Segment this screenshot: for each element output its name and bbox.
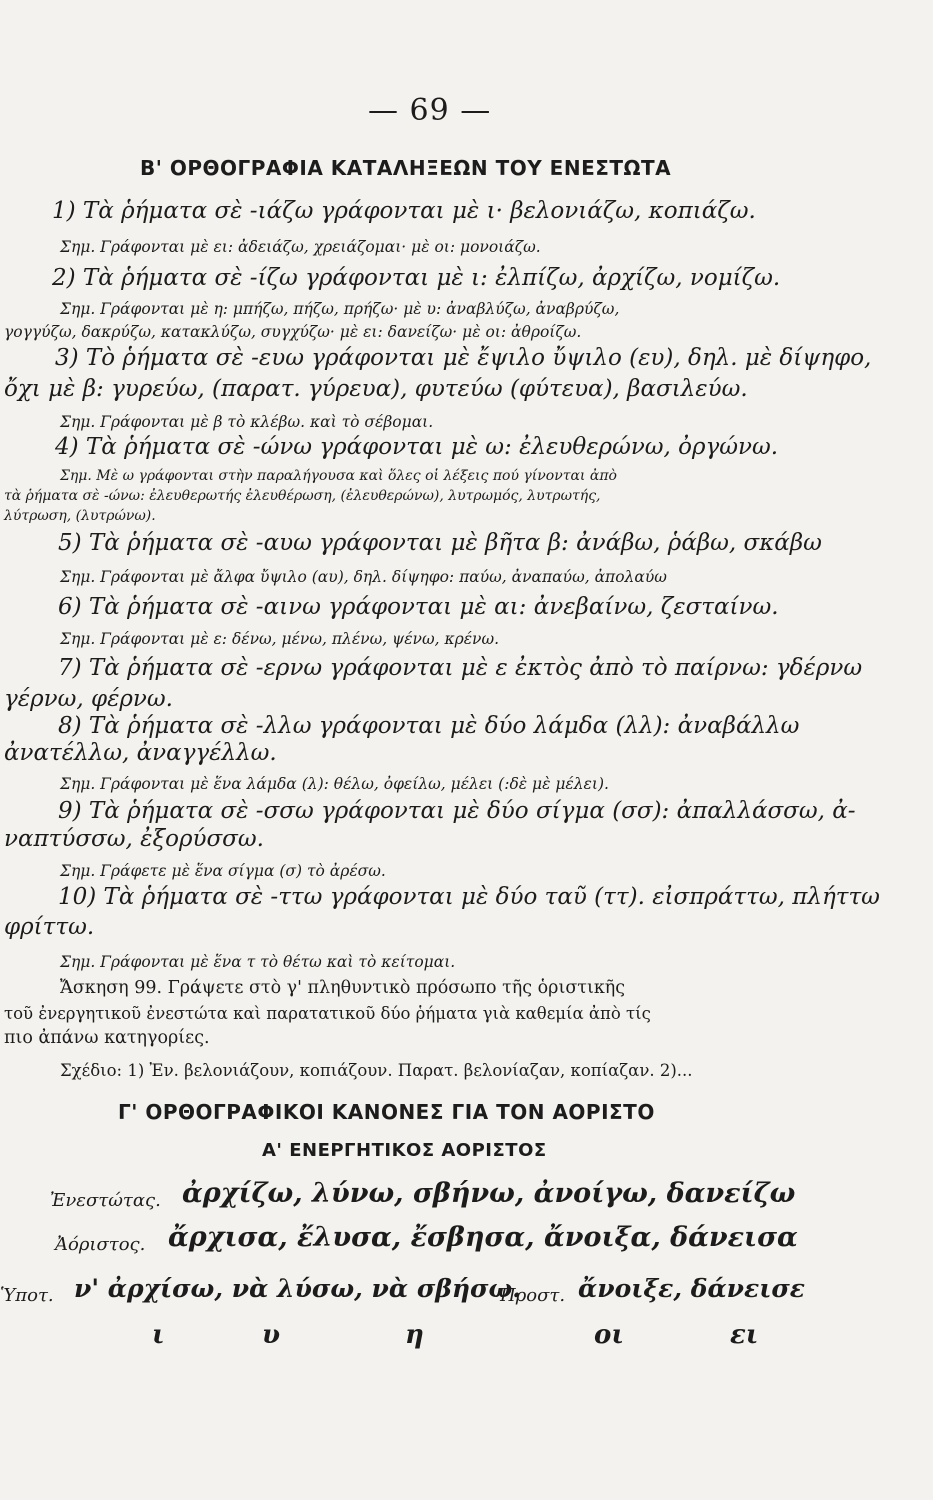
note-9: Σημ. Γράφετε μὲ ἕνα σίγμα (σ) τὸ ἀρέσω. — [60, 862, 386, 880]
rule-1: 1) Τὰ ῥήματα σὲ -ιάζω γράφονται μὲ ι· βελονιάζω, κοπιάζω. — [52, 198, 756, 224]
imperative-verbs: ἄνοιξε, δάνεισε — [578, 1274, 805, 1303]
letter-eta: η — [405, 1320, 424, 1350]
rule-10: 10) Τὰ ῥήματα σὲ -ττω γράφονται μὲ δύο ταῦ (ττ). εἰσπράττω, πλήττω — [58, 884, 880, 910]
section-g-title: Γ' ΟΡΘΟΓΡΑΦΙΚΟΙ ΚΑΝΟΝΕΣ ΓΙΑ ΤΟΝ ΑΟΡΙΣΤΟ — [118, 1100, 655, 1124]
note-8: Σημ. Γράφονται μὲ ἕνα λάμδα (λ): θέλω, ὀφείλω, μέλει (:δὲ μὲ μέλει). — [60, 775, 609, 793]
page-number: — 69 — — [368, 93, 492, 128]
note-3: Σημ. Γράφονται μὲ β τὸ κλέβω. καὶ τὸ σέβομαι. — [60, 413, 434, 431]
rule-3-cont: ὄχι μὲ β: γυρεύω, (παρατ. γύρευα), φυτεύω (φύτευα), βασιλεύω. — [4, 376, 748, 402]
rule-4: 4) Τὰ ῥήματα σὲ -ώνω γράφονται μὲ ω: ἐλευθερώνω, ὀργώνω. — [55, 434, 779, 460]
rule-6: 6) Τὰ ῥήματα σὲ -αινω γράφονται μὲ αι: ἀνεβαίνω, ζεσταίνω. — [58, 594, 779, 620]
note-2: Σημ. Γράφονται μὲ η: μπήζω, πήζω, πρήζω· μὲ υ: ἀναβλύζω, ἀναβρύζω, — [60, 300, 620, 318]
rule-9-cont: ναπτύσσω, ἐξορύσσω. — [4, 826, 264, 852]
rule-8: 8) Τὰ ῥήματα σὲ -λλω γράφονται μὲ δύο λάμδα (λλ): ἀναβάλλω — [58, 713, 800, 739]
letter-upsilon: υ — [262, 1320, 281, 1350]
present-label: Ἐνεστώτας. — [50, 1190, 161, 1211]
note-1: Σημ. Γράφονται μὲ ει: ἀδειάζω, χρειάζομαι· μὲ οι: μονοιάζω. — [60, 238, 541, 256]
letter-ei: ει — [730, 1320, 759, 1350]
letter-iota: ι — [152, 1320, 165, 1350]
note-10: Σημ. Γράφονται μὲ ἕνα τ τὸ θέτω καὶ τὸ κείτομαι. — [60, 953, 456, 971]
note-2-cont: γογγύζω, δακρύζω, κατακλύζω, συγχύζω· μὲ ει: δανείζω· μὲ οι: ἀθροίζω. — [4, 323, 582, 341]
rule-7: 7) Τὰ ῥήματα σὲ -ερνω γράφονται μὲ ε ἐκτὸς ἀπὸ τὸ παίρνω: γδέρνω — [58, 655, 863, 681]
rule-10-cont: φρίττω. — [4, 914, 95, 940]
note-6: Σημ. Γράφονται μὲ ε: δένω, μένω, πλένω, ψένω, κρένω. — [60, 630, 500, 648]
exercise-line-1: Ἄσκηση 99. Γράψετε στὸ γ' πληθυντικὸ πρόσωπο τῆς ὁριστικῆς — [60, 978, 626, 998]
rule-8-cont: ἀνατέλλω, ἀναγγέλλω. — [4, 740, 277, 766]
section-b-title: Β' ΟΡΘΟΓΡΑΦΙΑ ΚΑΤΑΛΗΞΕΩΝ ΤΟΥ ΕΝΕΣΤΩΤΑ — [140, 156, 672, 180]
note-4-cont2: λύτρωση, (λυτρώνω). — [4, 508, 156, 524]
exercise-line-2: τοῦ ἐνεργητικοῦ ἐνεστώτα καὶ παρατατικοῦ δύο ῥήματα γιὰ καθεμία ἀπὸ τίς — [4, 1004, 651, 1023]
note-5: Σημ. Γράφονται μὲ ἄλφα ὔψιλο (αυ), δηλ. δίψηφο: παύω, ἀναπαύω, ἀπολαύω — [60, 568, 667, 586]
rule-2: 2) Τὰ ῥήματα σὲ -ίζω γράφονται μὲ ι: ἐλπίζω, ἀρχίζω, νομίζω. — [52, 265, 781, 291]
note-4-cont: τὰ ῥήματα σὲ -ώνω: ἐλευθερωτής ἐλευθέρωση, (ἐλευθερώνω), λυτρωμός, λυτρωτής, — [4, 488, 601, 504]
section-g-subtitle: Α' ΕΝΕΡΓΗΤΙΚΟΣ ΑΟΡΙΣΤΟΣ — [262, 1140, 547, 1161]
aorist-verbs: ἄρχισα, ἔλυσα, ἔσβησα, ἄνοιξα, δάνεισα — [168, 1222, 798, 1253]
rule-3: 3) Τὸ ῥήματα σὲ -ευω γράφονται μὲ ἔψιλο ὔψιλο (ευ), δηλ. μὲ δίψηφο, — [55, 345, 872, 371]
subjunctive-label: Ὑποτ. — [0, 1285, 54, 1306]
aorist-label: Ἀόριστος. — [55, 1234, 146, 1255]
exercise-example: Σχέδιο: 1) Ἐν. βελονιάζουν, κοπιάζουν. Παρατ. βελονίαζαν, κοπίαζαν. 2)... — [60, 1061, 693, 1080]
rule-5: 5) Τὰ ῥήματα σὲ -αυω γράφονται μὲ βῆτα β: ἀνάβω, ῥάβω, σκάβω — [58, 530, 822, 556]
subjunctive-verbs: ν' ἀρχίσω, νὰ λύσω, νὰ σβήσω. — [74, 1274, 521, 1303]
note-4: Σημ. Μὲ ω γράφονται στὴν παραλήγουσα καὶ ὅλες οἱ λέξεις πού γίνονται ἀπὸ — [60, 468, 617, 484]
imperative-label: Προστ. — [500, 1285, 566, 1306]
present-verbs: ἀρχίζω, λύνω, σβήνω, ἀνοίγω, δανείζω — [182, 1178, 796, 1209]
letter-oi: οι — [594, 1320, 624, 1350]
rule-9: 9) Τὰ ῥήματα σὲ -σσω γράφονται μὲ δύο σίγμα (σσ): ἀπαλλάσσω, ἀ- — [58, 798, 856, 824]
exercise-line-3: πιο ἀπάνω κατηγορίες. — [4, 1028, 210, 1048]
rule-7-cont: γέρνω, φέρνω. — [4, 686, 173, 712]
